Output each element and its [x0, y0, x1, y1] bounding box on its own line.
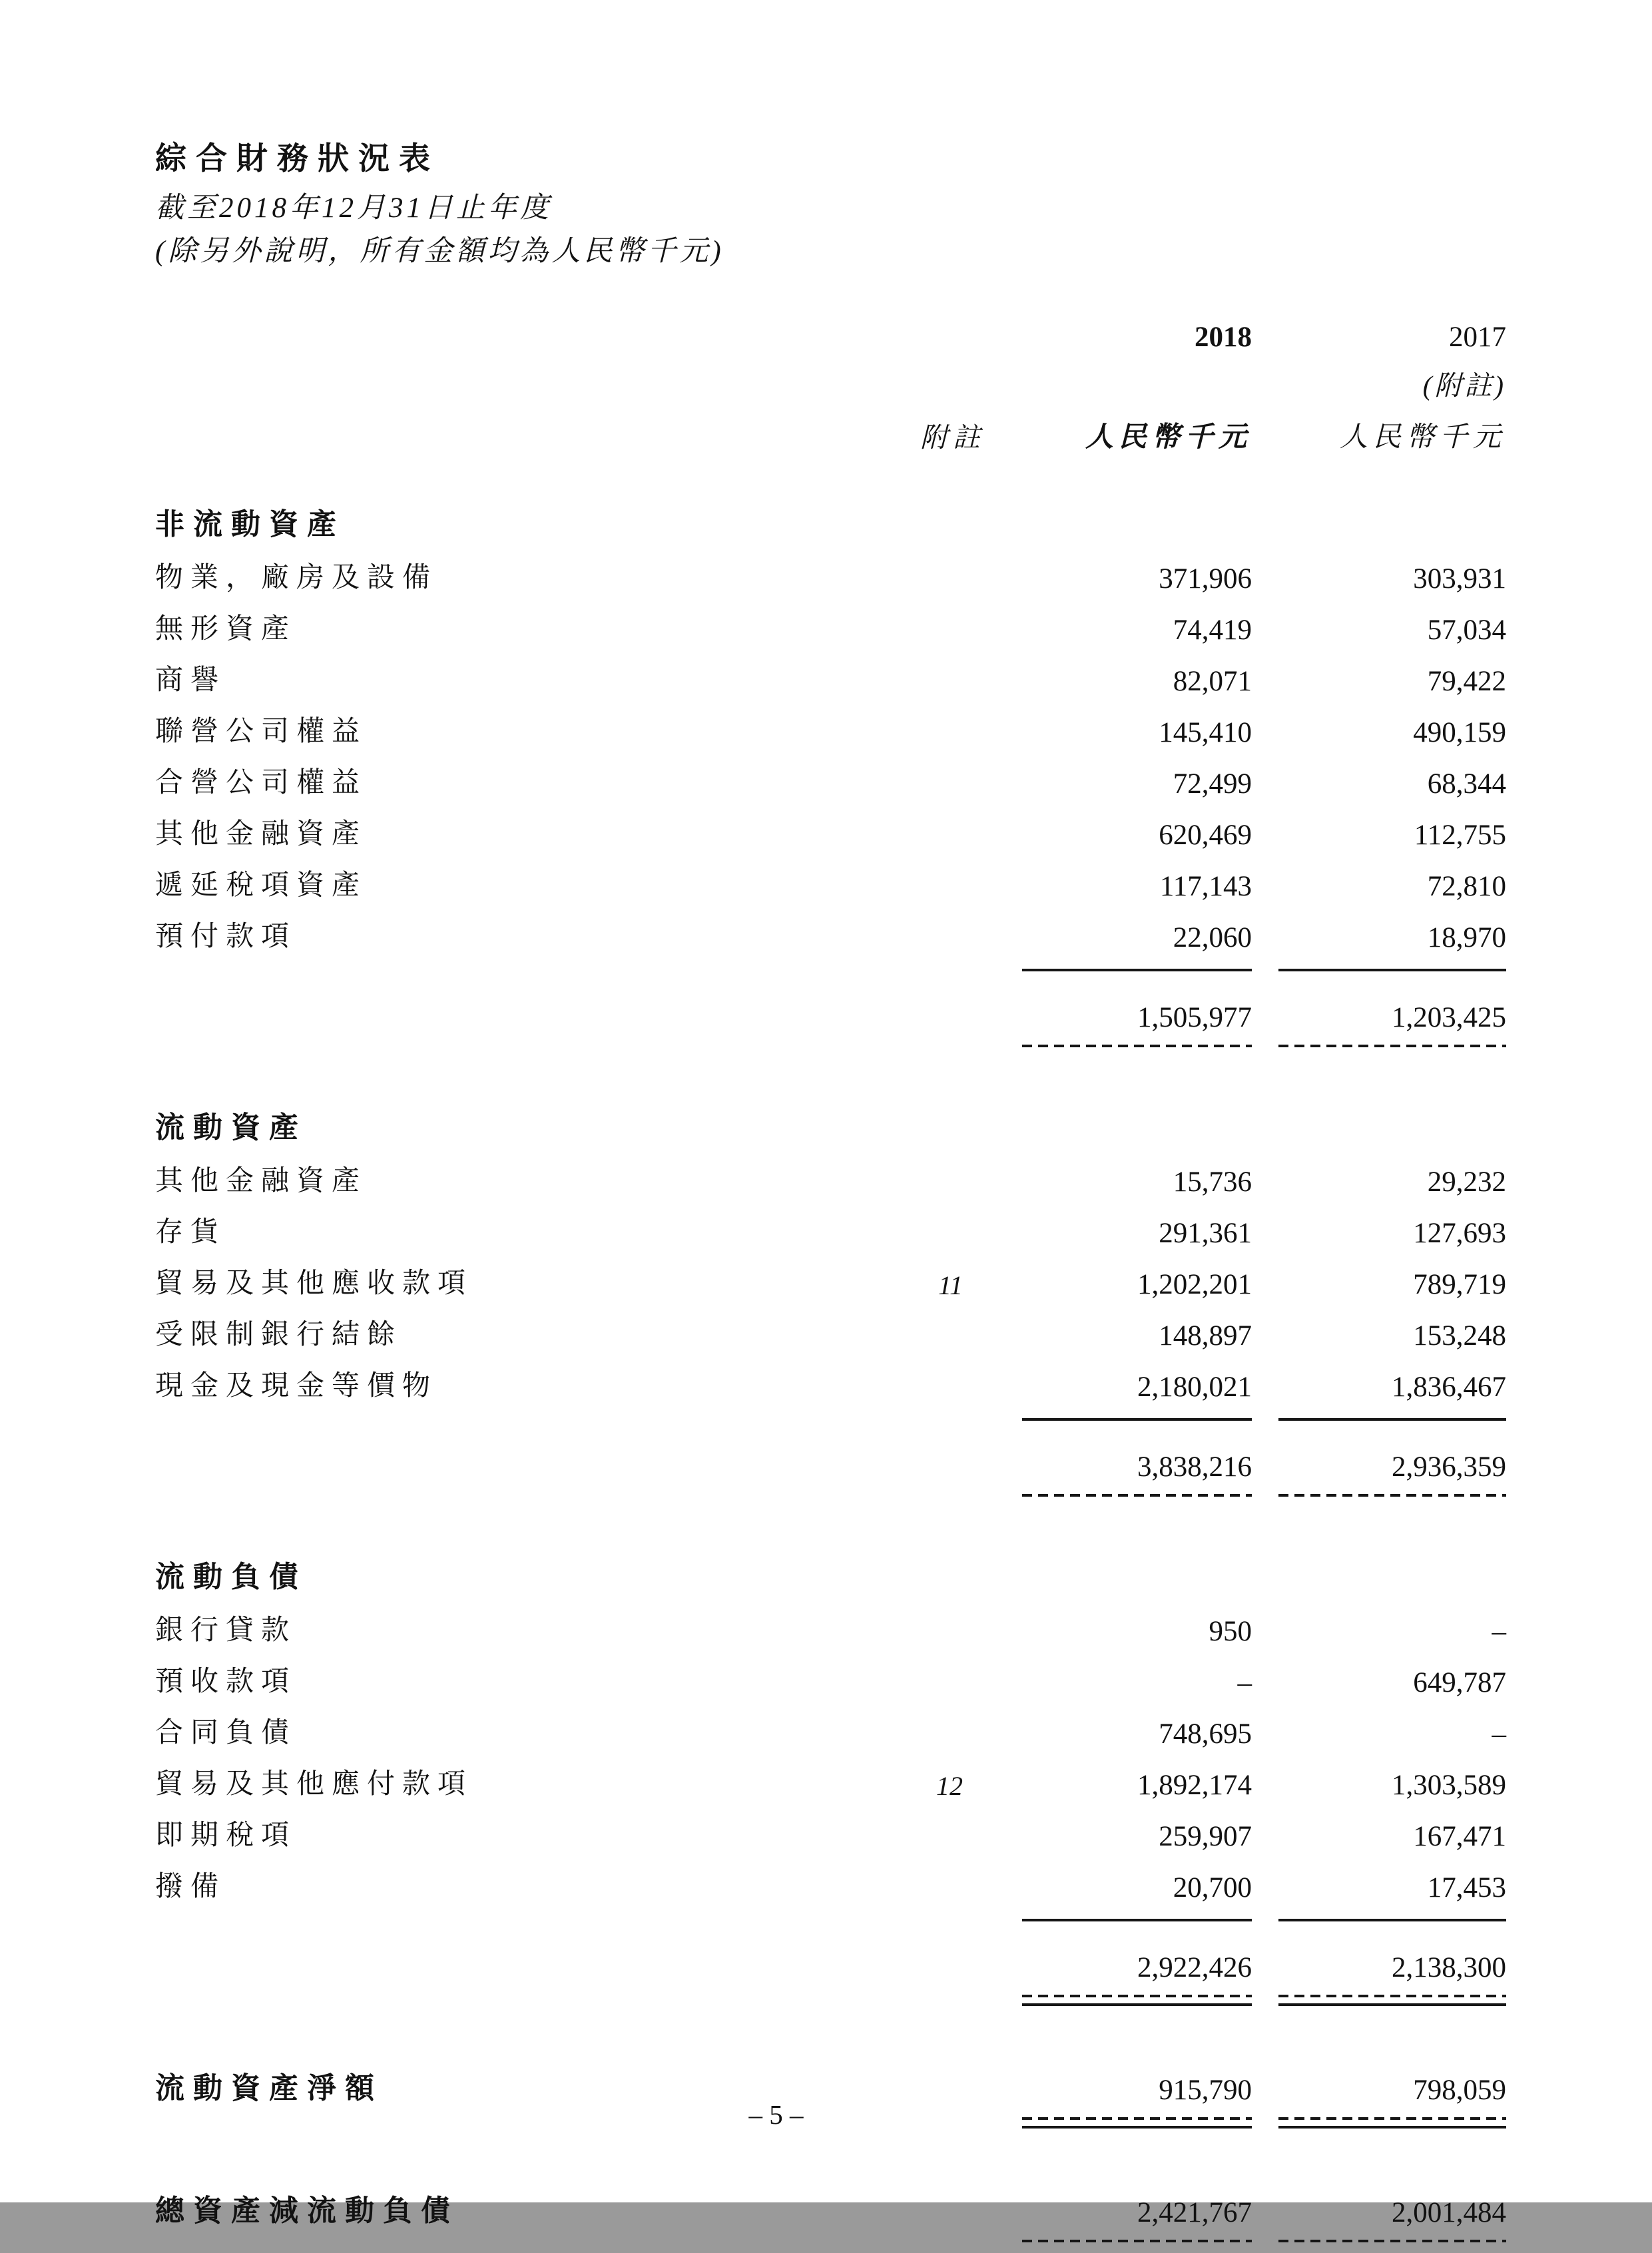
section-total-row — [155, 1941, 1506, 1985]
row-value-2018: 259,907 — [1159, 1820, 1252, 1852]
section-total-2017: 2,936,359 — [1392, 1451, 1506, 1483]
section-total-2018: 2,922,426 — [1137, 1951, 1252, 1983]
section-total-2017: 1,203,425 — [1392, 1001, 1506, 1033]
table-row — [155, 1702, 1506, 1753]
section-heading-label: 流動資產 — [155, 1111, 307, 1144]
table-row — [155, 803, 1506, 854]
summary-row — [155, 2182, 1506, 2230]
section-current-assets — [155, 1094, 1506, 1507]
statement-body — [155, 491, 1506, 2253]
table-row — [155, 1650, 1506, 1702]
row-value-2017: 127,693 — [1413, 1217, 1506, 1249]
row-value-2017: – — [1492, 1615, 1506, 1647]
section-total-row — [155, 991, 1506, 1035]
table-row — [155, 1304, 1506, 1355]
table-row — [155, 1201, 1506, 1252]
row-label: 現金及現金等價物 — [155, 1370, 438, 1401]
row-value-2017: 1,836,467 — [1392, 1371, 1506, 1403]
table-row — [155, 1804, 1506, 1856]
row-value-2018: 748,695 — [1159, 1718, 1252, 1750]
row-value-2017: 490,159 — [1413, 716, 1506, 748]
table-row — [155, 649, 1506, 700]
row-note-ref: 12 — [936, 1770, 963, 1801]
summary-value-2018: 2,421,767 — [1137, 2196, 1252, 2228]
subtitle-currency-note: (除另外說明，所有金額均為人民幣千元) — [155, 236, 724, 268]
section-heading — [155, 1094, 1506, 1150]
table-row — [155, 1599, 1506, 1650]
column-header-2018: 2018 — [1195, 321, 1252, 353]
page-number: – 5 – — [748, 2099, 804, 2130]
row-label: 無形資產 — [155, 613, 297, 644]
row-value-2017: 167,471 — [1413, 1820, 1506, 1852]
unit-header-2017: 人民幣千元 — [1339, 421, 1506, 453]
row-label: 存貨 — [155, 1216, 226, 1248]
underline-row — [155, 1907, 1506, 1933]
unit-header-2018: 人民幣千元 — [1085, 421, 1252, 453]
row-value-2017: 57,034 — [1427, 614, 1506, 646]
underline-row — [155, 1985, 1506, 2008]
row-value-2017: 17,453 — [1427, 1872, 1506, 1903]
row-label: 聯營公司權益 — [155, 716, 368, 747]
table-row — [155, 1355, 1506, 1406]
summary-block — [155, 2182, 1506, 2253]
row-value-2017: 789,719 — [1413, 1268, 1506, 1300]
table-row — [155, 1150, 1506, 1201]
row-label: 商譽 — [155, 664, 226, 696]
row-value-2017: 79,422 — [1427, 665, 1506, 697]
table-row — [155, 752, 1506, 803]
row-value-2018: 22,060 — [1173, 921, 1252, 953]
row-value-2017: 1,303,589 — [1392, 1769, 1506, 1801]
total-rule-dashed — [1022, 1045, 1252, 1047]
section-total-row — [155, 1441, 1506, 1485]
row-label: 其他金融資產 — [155, 818, 368, 850]
sum-rule-solid — [1278, 1919, 1506, 1921]
total-rule-solid — [1278, 2003, 1506, 2006]
underline-row — [155, 1485, 1506, 1507]
row-value-2017: 112,755 — [1414, 819, 1506, 851]
total-rule-dashed — [1278, 1494, 1506, 1497]
total-rule-dashed — [1278, 1045, 1506, 1047]
row-value-2018: 20,700 — [1173, 1872, 1252, 1903]
table-row — [155, 700, 1506, 752]
row-label: 其他金融資產 — [155, 1165, 368, 1196]
underline-row — [155, 957, 1506, 983]
section-total-2018: 1,505,977 — [1137, 1001, 1252, 1033]
row-value-2018: 620,469 — [1159, 819, 1252, 851]
row-label: 貿易及其他應付款項 — [155, 1768, 473, 1800]
summary-label: 流動資產淨額 — [155, 2071, 383, 2105]
row-value-2017: 29,232 — [1427, 1166, 1506, 1198]
summary-label: 總資產減流動負債 — [155, 2194, 459, 2227]
table-row — [155, 854, 1506, 905]
table-row — [155, 547, 1506, 598]
row-value-2018: 371,906 — [1159, 563, 1252, 595]
row-label: 受限制銀行結餘 — [155, 1319, 403, 1350]
summary-value-2018: 915,790 — [1159, 2074, 1252, 2106]
section-total-2018: 3,838,216 — [1137, 1451, 1252, 1483]
row-value-2018: 1,202,201 — [1137, 1268, 1252, 1300]
row-value-2017: 153,248 — [1413, 1320, 1506, 1352]
row-value-2018: 74,419 — [1173, 614, 1252, 646]
row-label: 銀行貸款 — [155, 1615, 297, 1646]
section-heading — [155, 491, 1506, 547]
row-label: 即期稅項 — [155, 1820, 297, 1851]
table-row — [155, 1856, 1506, 1907]
row-value-2017: 18,970 — [1427, 921, 1506, 953]
row-label: 合同負債 — [155, 1717, 297, 1748]
total-rule-solid — [1022, 2003, 1252, 2006]
total-rule-dashed — [1278, 2240, 1506, 2242]
sum-rule-solid — [1022, 969, 1252, 971]
row-label: 貿易及其他應收款項 — [155, 1268, 473, 1299]
section-non-current-assets — [155, 491, 1506, 1058]
row-label: 遞延稅項資產 — [155, 870, 368, 901]
column-header-2017: 2017 — [1449, 321, 1506, 353]
underline-row — [155, 1406, 1506, 1433]
sum-rule-solid — [1022, 1418, 1252, 1421]
section-total-2017: 2,138,300 — [1392, 1951, 1506, 1983]
subtitle-period: 截至2018年12月31日止年度 — [155, 192, 552, 224]
row-note-ref: 11 — [938, 1270, 963, 1300]
row-value-2018: – — [1237, 1666, 1252, 1698]
row-label: 預付款項 — [155, 921, 297, 952]
table-row — [155, 1252, 1506, 1304]
page-title: 綜合財務狀況表 — [155, 142, 439, 176]
summary-value-2017: 798,059 — [1413, 2074, 1506, 2106]
table-row — [155, 1753, 1506, 1804]
row-label: 預收款項 — [155, 1666, 297, 1697]
row-value-2017: – — [1492, 1718, 1506, 1750]
sum-rule-solid — [1022, 1919, 1252, 1921]
total-rule-dashed — [1022, 1494, 1252, 1497]
row-value-2018: 1,892,174 — [1137, 1769, 1252, 1801]
row-value-2017: 303,931 — [1413, 563, 1506, 595]
row-value-2018: 950 — [1209, 1615, 1252, 1647]
row-value-2018: 15,736 — [1173, 1166, 1252, 1198]
section-heading — [155, 1543, 1506, 1599]
sum-rule-solid — [1278, 1418, 1506, 1421]
table-column-headers — [155, 316, 1506, 455]
summary-value-2017: 2,001,484 — [1392, 2196, 1506, 2228]
section-current-liabilities — [155, 1543, 1506, 2008]
row-value-2018: 145,410 — [1159, 716, 1252, 748]
table-row — [155, 598, 1506, 649]
note-column-header: 附註 — [920, 421, 985, 453]
row-label: 合營公司權益 — [155, 767, 368, 798]
sum-rule-solid — [1278, 969, 1506, 971]
row-label: 物業，廠房及設備 — [155, 562, 438, 593]
row-value-2017: 72,810 — [1427, 870, 1506, 902]
row-value-2017: 649,787 — [1413, 1666, 1506, 1698]
row-value-2018: 291,361 — [1159, 1217, 1252, 1249]
row-label: 撥備 — [155, 1871, 226, 1902]
total-rule-dashed — [1022, 2240, 1252, 2242]
section-heading-label: 流動負債 — [155, 1560, 307, 1593]
row-value-2017: 68,344 — [1427, 768, 1506, 800]
section-heading-label: 非流動資產 — [155, 507, 345, 541]
row-value-2018: 72,499 — [1173, 768, 1252, 800]
prior-year-note-mark: (附註) — [1422, 370, 1506, 401]
row-value-2018: 82,071 — [1173, 665, 1252, 697]
row-value-2018: 148,897 — [1159, 1320, 1252, 1352]
row-value-2018: 2,180,021 — [1137, 1371, 1252, 1403]
table-row — [155, 905, 1506, 957]
underline-row — [155, 1035, 1506, 1058]
underline-row — [155, 2230, 1506, 2253]
row-value-2018: 117,143 — [1159, 870, 1252, 902]
